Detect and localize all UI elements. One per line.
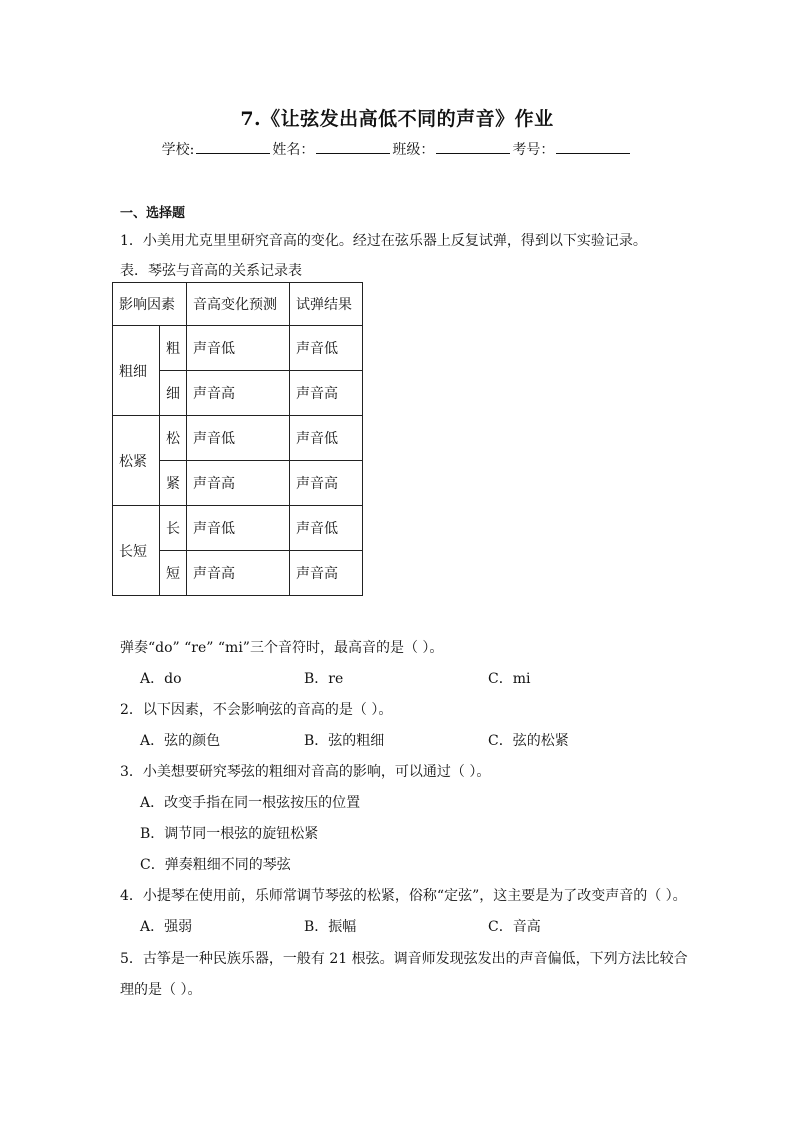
result-cell: 声音低 xyxy=(290,416,363,461)
page-title: 7.《让弦发出高低不同的声音》作业 xyxy=(240,108,554,130)
prediction-cell: 声音高 xyxy=(187,461,290,506)
table-row xyxy=(113,506,363,551)
header-prediction: 音高变化预测 xyxy=(187,283,290,326)
q3-option-b[interactable]: B．调节同一根弦的旋钮松紧 xyxy=(140,826,319,842)
factor-cell: 长短 xyxy=(113,506,160,596)
prediction-cell: 声音低 xyxy=(187,416,290,461)
q3-option-a[interactable]: A．改变手指在同一根弦按压的位置 xyxy=(140,795,361,811)
student-info-line xyxy=(0,139,794,159)
school-label: 学校: xyxy=(161,142,195,158)
header-factor: 影响因素 xyxy=(113,283,187,326)
sub-cell: 紧 xyxy=(160,461,187,506)
q4-option-a[interactable]: A．强弱 xyxy=(140,919,193,935)
table-row xyxy=(113,326,363,371)
table-row xyxy=(113,416,363,461)
table-header-row xyxy=(113,283,363,326)
factor-cell: 粗细 xyxy=(113,326,160,416)
prediction-cell: 声音低 xyxy=(187,326,290,371)
prediction-cell: 声音高 xyxy=(187,371,290,416)
class-label: 班级： xyxy=(392,142,435,158)
q2-stem: 2．以下因素，不会影响弦的音高的是（ ）。 xyxy=(120,702,393,718)
section-heading: 一、选择题 xyxy=(120,206,186,221)
q1-stem: 1．小美用尤克里里研究音高的变化。经过在弦乐器上反复试弹，得到以下实验记录。 xyxy=(120,233,647,249)
exam-no-label: 考号： xyxy=(512,142,555,158)
q5-stem-line1: 5．古筝是一种民族乐器，一般有 21 根弦。调音师发现弦发出的声音偏低，下列方法比较合 xyxy=(120,951,688,967)
result-cell: 声音低 xyxy=(290,506,363,551)
q1-option-a[interactable]: A．do xyxy=(140,671,182,687)
result-cell: 声音高 xyxy=(290,371,363,416)
table-caption: 表．琴弦与音高的关系记录表 xyxy=(120,263,302,279)
sub-cell: 粗 xyxy=(160,326,187,371)
q1-option-b[interactable]: B．re xyxy=(304,671,344,687)
factor-cell: 松紧 xyxy=(113,416,160,506)
q2-option-a[interactable]: A．弦的颜色 xyxy=(140,733,221,749)
result-cell: 声音高 xyxy=(290,461,363,506)
name-blank[interactable] xyxy=(316,140,390,154)
q1-question: 弹奏“do” “re” “mi”三个音符时，最高音的是（ ）。 xyxy=(120,640,444,656)
q3-option-c[interactable]: C．弹奏粗细不同的琴弦 xyxy=(140,857,291,873)
q4-option-c[interactable]: C．音高 xyxy=(488,919,541,935)
school-blank[interactable] xyxy=(196,140,270,154)
q5-stem-line2: 理的是（ ）。 xyxy=(120,982,202,998)
header-result: 试弹结果 xyxy=(290,283,363,326)
exam-no-blank[interactable] xyxy=(556,140,630,154)
q2-option-c[interactable]: C．弦的松紧 xyxy=(488,733,569,749)
q4-stem: 4．小提琴在使用前，乐师常调节琴弦的松紧，俗称“定弦”，这主要是为了改变声音的（ ）。 xyxy=(120,888,687,904)
q3-stem: 3．小美想要研究琴弦的粗细对音高的影响，可以通过（ ）。 xyxy=(120,764,491,780)
q2-option-b[interactable]: B．弦的粗细 xyxy=(304,733,385,749)
class-blank[interactable] xyxy=(436,140,510,154)
prediction-cell: 声音高 xyxy=(187,551,290,596)
result-cell: 声音低 xyxy=(290,326,363,371)
result-cell: 声音高 xyxy=(290,551,363,596)
q4-option-b[interactable]: B．振幅 xyxy=(304,919,357,935)
q1-option-c[interactable]: C．mi xyxy=(488,671,531,687)
sub-cell: 长 xyxy=(160,506,187,551)
sub-cell: 松 xyxy=(160,416,187,461)
name-label: 姓名： xyxy=(272,142,315,158)
sub-cell: 细 xyxy=(160,371,187,416)
record-table xyxy=(112,282,363,596)
prediction-cell: 声音低 xyxy=(187,506,290,551)
sub-cell: 短 xyxy=(160,551,187,596)
